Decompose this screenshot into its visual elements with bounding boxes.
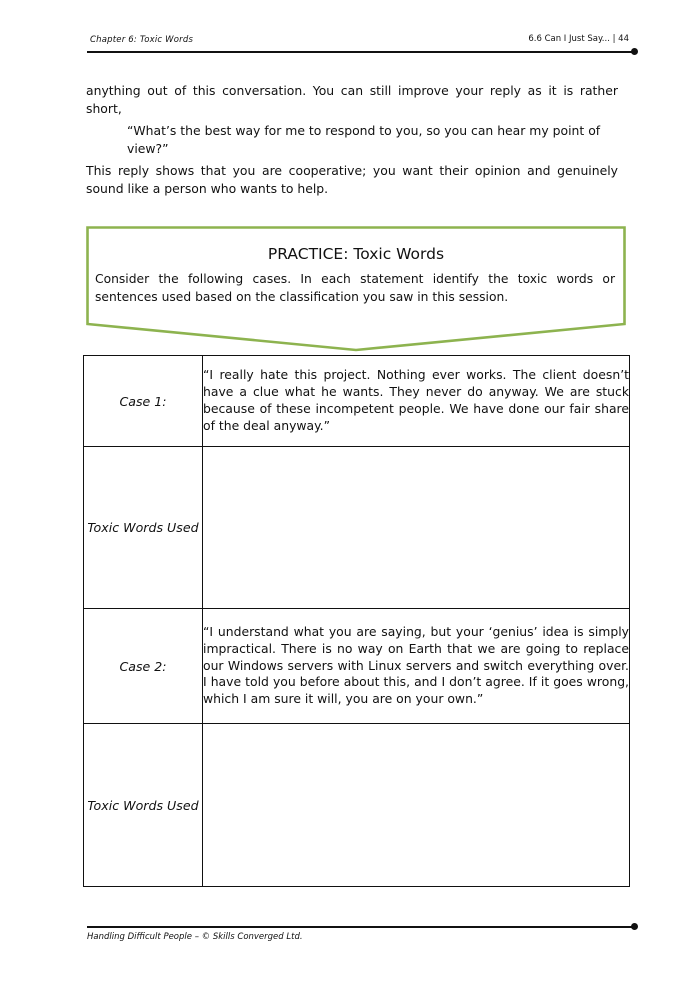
intro-paragraph-2: This reply shows that you are cooperative; you want their opinion and genuinely sound like a person who wants to help. xyxy=(86,163,618,196)
case-1-text: “I really hate this project. Nothing ever works. The client doesn’t have a clue what he wants. They never do anyway. We are stuck because of these incompetent people. We have done our fair share of the deal anyway.” xyxy=(203,356,630,447)
header-rule xyxy=(87,51,635,53)
cases-table xyxy=(83,355,630,887)
footer-copyright: Handling Difficult People – © Skills Converged Ltd. xyxy=(87,932,303,942)
practice-title: PRACTICE: Toxic Words xyxy=(267,245,445,263)
practice-callout xyxy=(86,226,626,354)
case-1-answer-row xyxy=(84,447,630,609)
case-2-answer-field[interactable] xyxy=(203,724,630,887)
chapter-title: Chapter 6: Toxic Words xyxy=(90,35,194,45)
section-page-number: 6.6 Can I Just Say... | 44 xyxy=(528,34,629,44)
case-2-answer-label: Toxic Words Used xyxy=(84,724,203,887)
intro-quote: “What’s the best way for me to respond to you, so you can hear my point of view?” xyxy=(127,123,601,156)
page-header xyxy=(87,32,635,52)
case-2-row xyxy=(84,609,630,724)
case-1-answer-label: Toxic Words Used xyxy=(84,447,203,609)
header-rule-dot xyxy=(631,48,638,55)
footer-rule xyxy=(87,926,635,928)
case-1-row xyxy=(84,356,630,447)
footer-rule-dot xyxy=(631,923,638,930)
practice-instructions: Consider the following cases. In each statement identify the toxic words or sentences used based on the classification you saw in this session. xyxy=(95,272,615,304)
case-2-label: Case 2: xyxy=(84,609,203,724)
case-1-answer-field[interactable] xyxy=(203,447,630,609)
intro-paragraph-1: anything out of this conversation. You can still improve your reply as it is rather short, xyxy=(86,83,618,116)
case-2-text: “I understand what you are saying, but your ‘genius’ idea is simply impractical. There is no way on Earth that we are going to replace our Windows servers with Linux servers and switch everything over. I have told you before about this, and I don’t agree. If it goes wrong, which I am sure it will, you are on your own.” xyxy=(203,609,630,724)
case-2-answer-row xyxy=(84,724,630,887)
case-1-label: Case 1: xyxy=(84,356,203,447)
